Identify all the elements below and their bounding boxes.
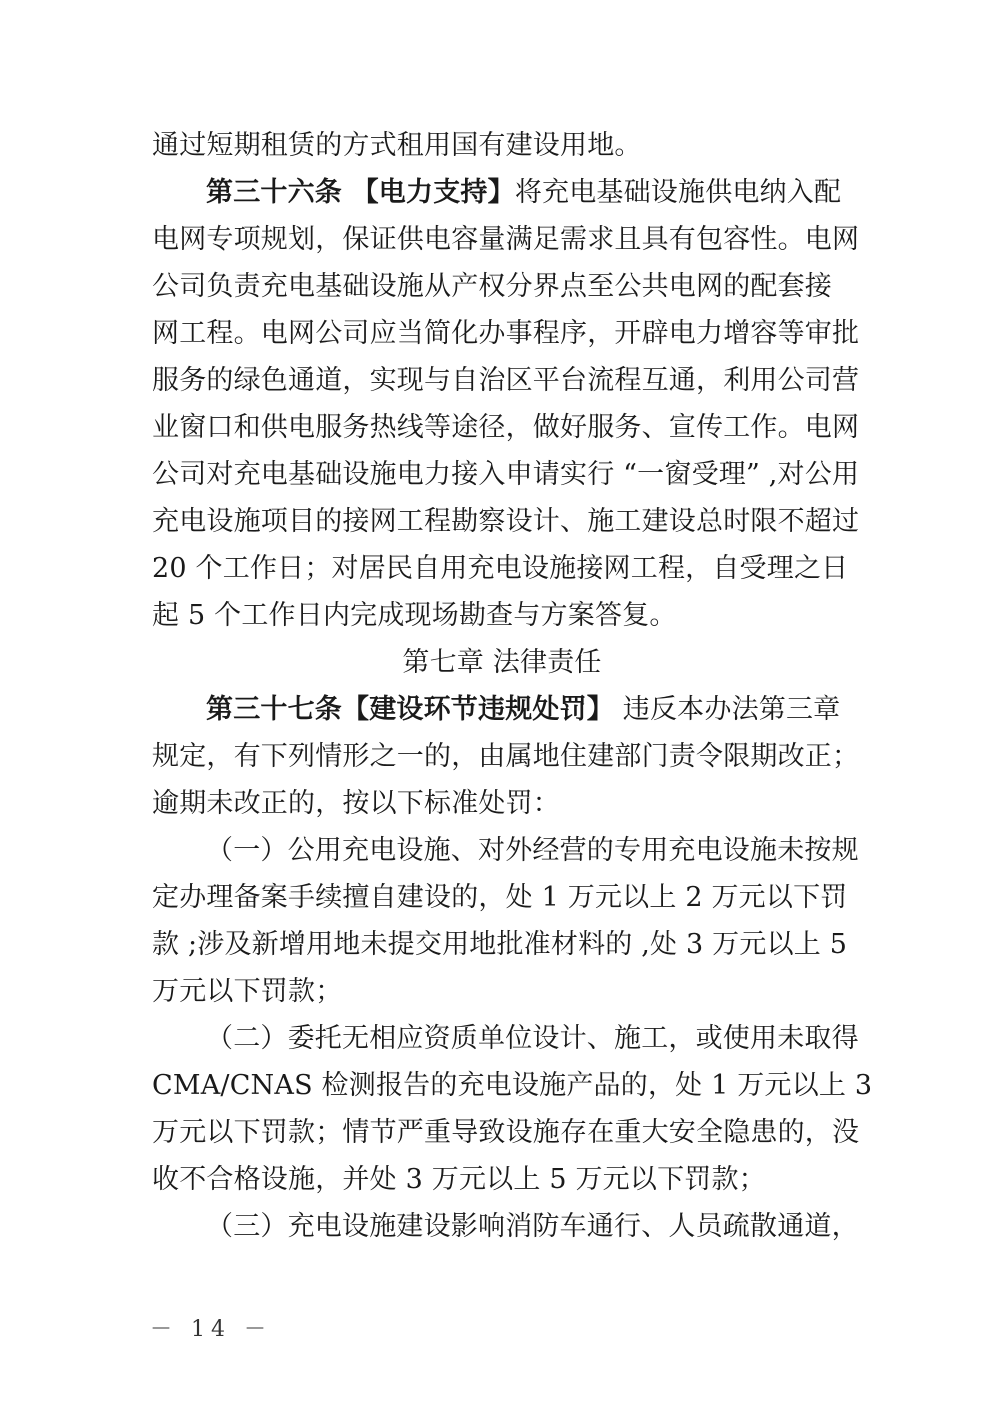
chapter-heading: 第七章 法律责任	[402, 647, 602, 678]
text-line: 起 5 个工作日内完成现场勘查与方案答复。	[152, 600, 677, 631]
article-37-label: 第三十七条【建设环节违规处罚】	[206, 694, 614, 725]
text-line: 服务的绿色通道，实现与自治区平台流程互通，利用公司营	[152, 365, 860, 396]
item-3: （三）充电设施建设影响消防车通行、人员疏散通道，	[206, 1211, 859, 1242]
article-36-label: 第三十六条 【电力支持】	[206, 177, 515, 208]
text-line: 万元以下罚款；情节严重导致设施存在重大安全隐患的，没	[152, 1117, 860, 1148]
text-line: 通过短期租赁的方式租用国有建设用地。	[152, 130, 642, 161]
text-line: 定办理备案手续擅自建设的，处 1 万元以上 2 万元以下罚	[152, 882, 848, 913]
text-line: 收不合格设施，并处 3 万元以上 5 万元以下罚款；	[152, 1164, 766, 1195]
text-line: 规定，有下列情形之一的，由属地住建部门责令限期改正；	[152, 741, 860, 772]
article-36-text: 将充电基础设施供电纳入配	[514, 177, 842, 208]
page-number: － 14 －	[150, 1317, 272, 1342]
text-line: 公司负责充电基础设施从产权分界点至公共电网的配套接	[152, 271, 832, 302]
text-line: 逾期未改正的，按以下标准处罚：	[152, 788, 560, 819]
body-text	[152, 122, 873, 1250]
text-line: 业窗口和供电服务热线等途径，做好服务、宣传工作。电网	[152, 412, 860, 443]
item-1: （一）公用充电设施、对外经营的专用充电设施未按规	[206, 835, 859, 866]
text-line: CMA/CNAS 检测报告的充电设施产品的，处 1 万元以上 3	[152, 1070, 873, 1101]
text-line: 充电设施项目的接网工程勘察设计、施工建设总时限不超过	[152, 506, 860, 537]
text-line: 款 ;涉及新增用地未提交用地批准材料的 ,处 3 万元以上 5	[152, 929, 848, 960]
text-line: 网工程。电网公司应当简化办事程序，开辟电力增容等审批	[152, 318, 860, 349]
text-line: 20 个工作日；对居民自用充电设施接网工程，自受理之日	[152, 553, 849, 584]
text-line: 电网专项规划，保证供电容量满足需求且具有包容性。电网	[152, 224, 860, 255]
article-36-paragraph-start	[152, 169, 852, 216]
article-37-text: 违反本办法第三章	[614, 694, 841, 725]
text-line: 公司对充电基础设施电力接入申请实行 “一窗受理” ,对公用	[152, 459, 860, 490]
text-line: 万元以下罚款；	[152, 976, 343, 1007]
item-2: （二）委托无相应资质单位设计、施工，或使用未取得	[206, 1023, 859, 1054]
article-37-paragraph-start	[152, 686, 852, 733]
